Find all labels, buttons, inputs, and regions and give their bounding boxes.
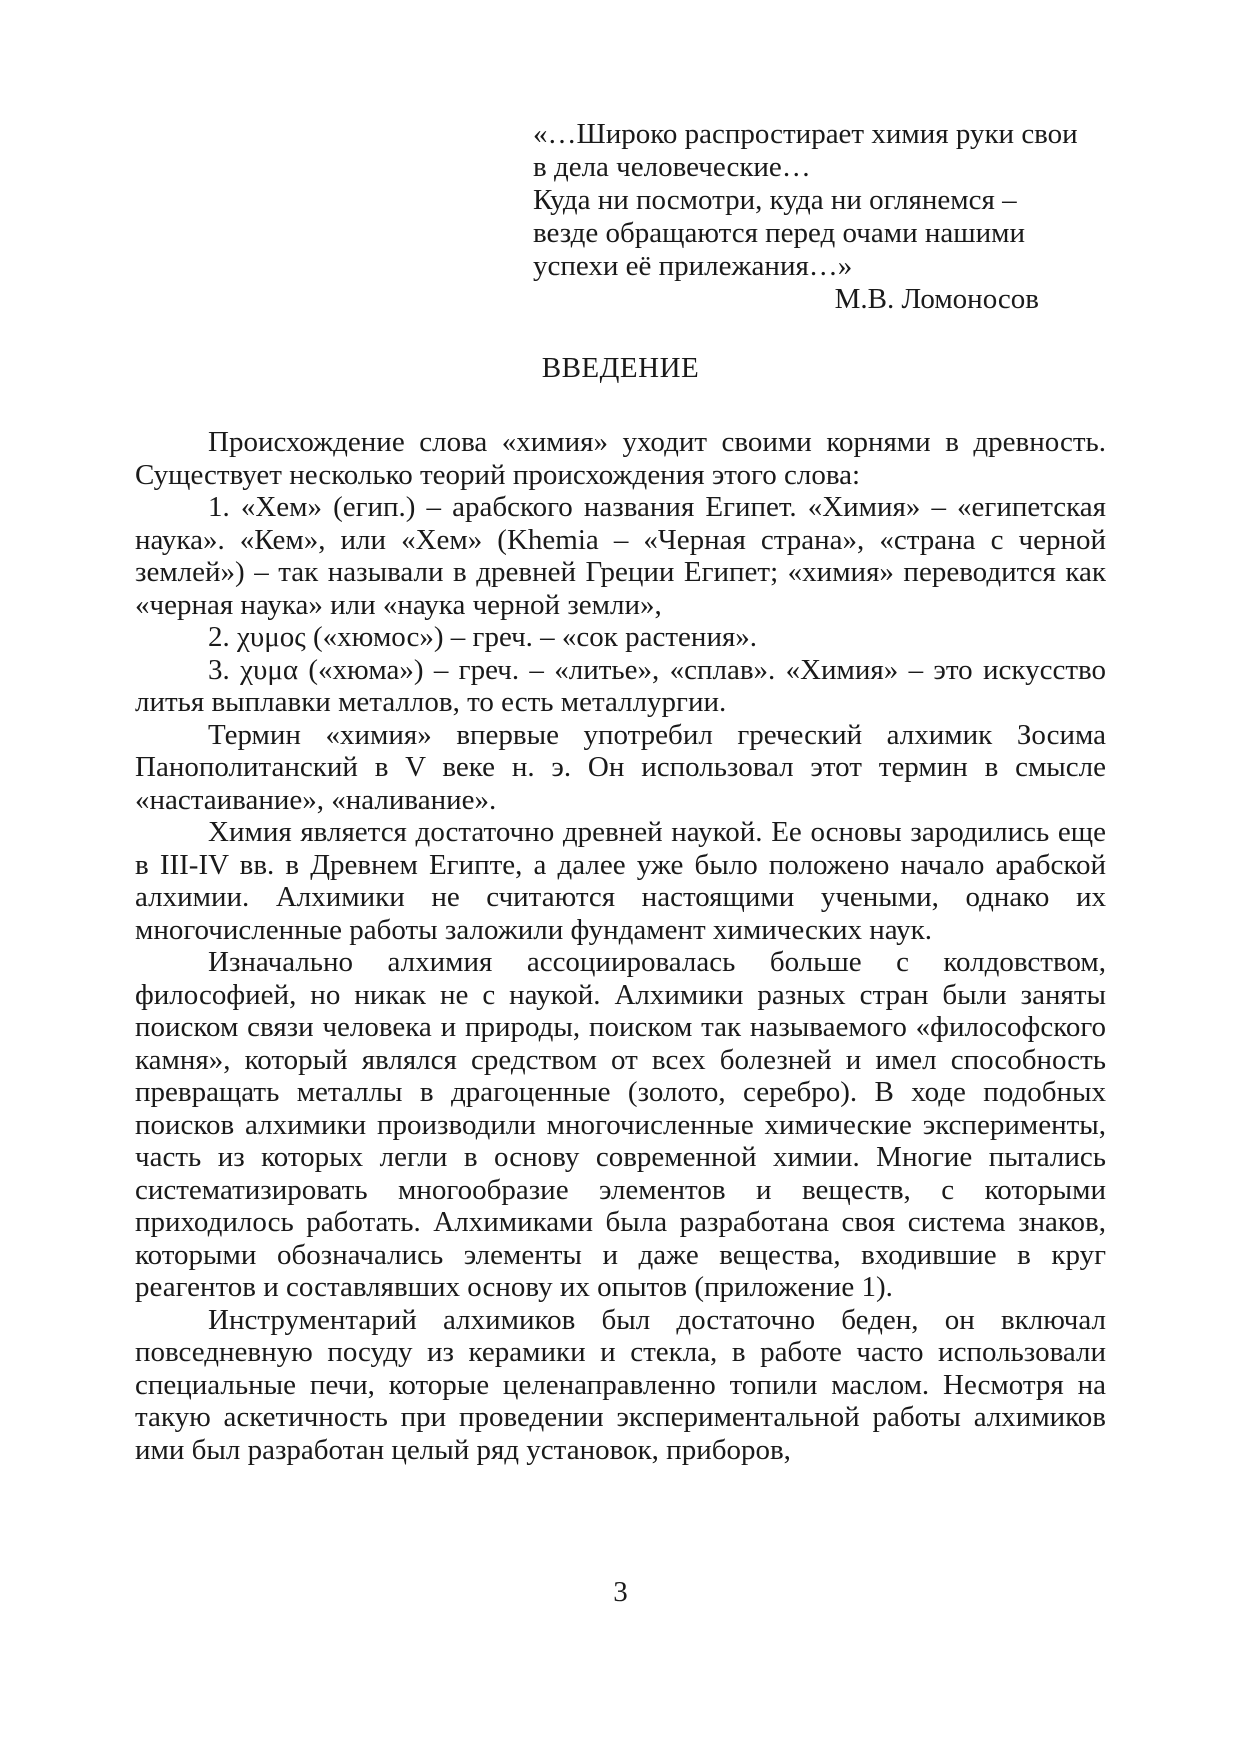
epigraph-line: «…Широко распростирает химия руки свои xyxy=(533,118,1078,150)
paragraph: Происхождение слова «химия» уходит своими корнями в древность. Существует несколько теорий происхождения этого слова: xyxy=(135,426,1106,491)
body-text xyxy=(135,426,1106,1466)
epigraph-line: Куда ни посмотри, куда ни оглянемся – xyxy=(533,184,1017,216)
paragraph: 2. χυμος («хюмос») – греч. – «сок растения». xyxy=(208,621,758,653)
epigraph-line: успехи её прилежания…» xyxy=(533,250,853,282)
paragraph: Инструментарий алхимиков был достаточно беден, он включал повседневную посуду из керамики и стекла, в работе часто использовали специальные печи, которые целенаправленно топили маслом. Несмотря на такую аскетичность при проведении экспериментальной работы алхимиков ими был разработан целый ряд установок, приборов, xyxy=(135,1303,1106,1466)
epigraph-line: в дела человеческие… xyxy=(533,151,811,183)
page-number: 3 xyxy=(613,1576,628,1608)
paragraph: Изначально алхимия ассоциировалась больше с колдовством, философией, но никак не с наукой. Алхимики разных стран были заняты поиском связи человека и природы, поиском так называемого «философского камня», который являлся средством от всех болезней и имел способность превращать металлы в драгоценные (золото, серебро). В ходе подобных поисков алхимики производили многочисленные химические эксперименты, часть из которых легли в основу современной химии. Многие пытались систематизировать многообразие элементов и веществ, с которыми приходилось работать. Алхимиками была разработана своя система знаков, которыми обозначались элементы и даже вещества, входившие в круг реагентов и составлявших основу их опытов (приложение 1). xyxy=(135,946,1106,1303)
paragraph: Химия является достаточно древней наукой. Ее основы зародились еще в III-IV вв. в Древнем Египте, а далее уже было положено начало арабской алхимии. Алхимики не считаются настоящими учеными, однако их многочисленные работы заложили фундамент химических наук. xyxy=(135,816,1106,946)
epigraph-line: везде обращаются перед очами нашими xyxy=(533,217,1025,249)
section-heading: ВВЕДЕНИЕ xyxy=(541,352,700,384)
paragraph: 3. χυμα («хюма») – греч. – «литье», «сплав». «Химия» – это искусство литья выплавки металлов, то есть металлургии. xyxy=(135,653,1106,718)
epigraph-author: М.В. Ломоносов xyxy=(834,283,1039,315)
paragraph: Термин «химия» впервые употребил греческий алхимик Зосима Панополитанский в V веке н. э. Он использовал этот термин в смысле «настаивание», «наливание». xyxy=(135,718,1106,816)
paragraph: 1. «Хем» (егип.) – арабского названия Египет. «Химия» – «египетская наука». «Кем», или «Хем» (Khemia – «Черная страна», «страна с черной землей») – так называли в древней Греции Египет; «химия» переводится как «черная наука» или «наука черной земли», xyxy=(135,491,1106,621)
epigraph xyxy=(533,118,1078,316)
